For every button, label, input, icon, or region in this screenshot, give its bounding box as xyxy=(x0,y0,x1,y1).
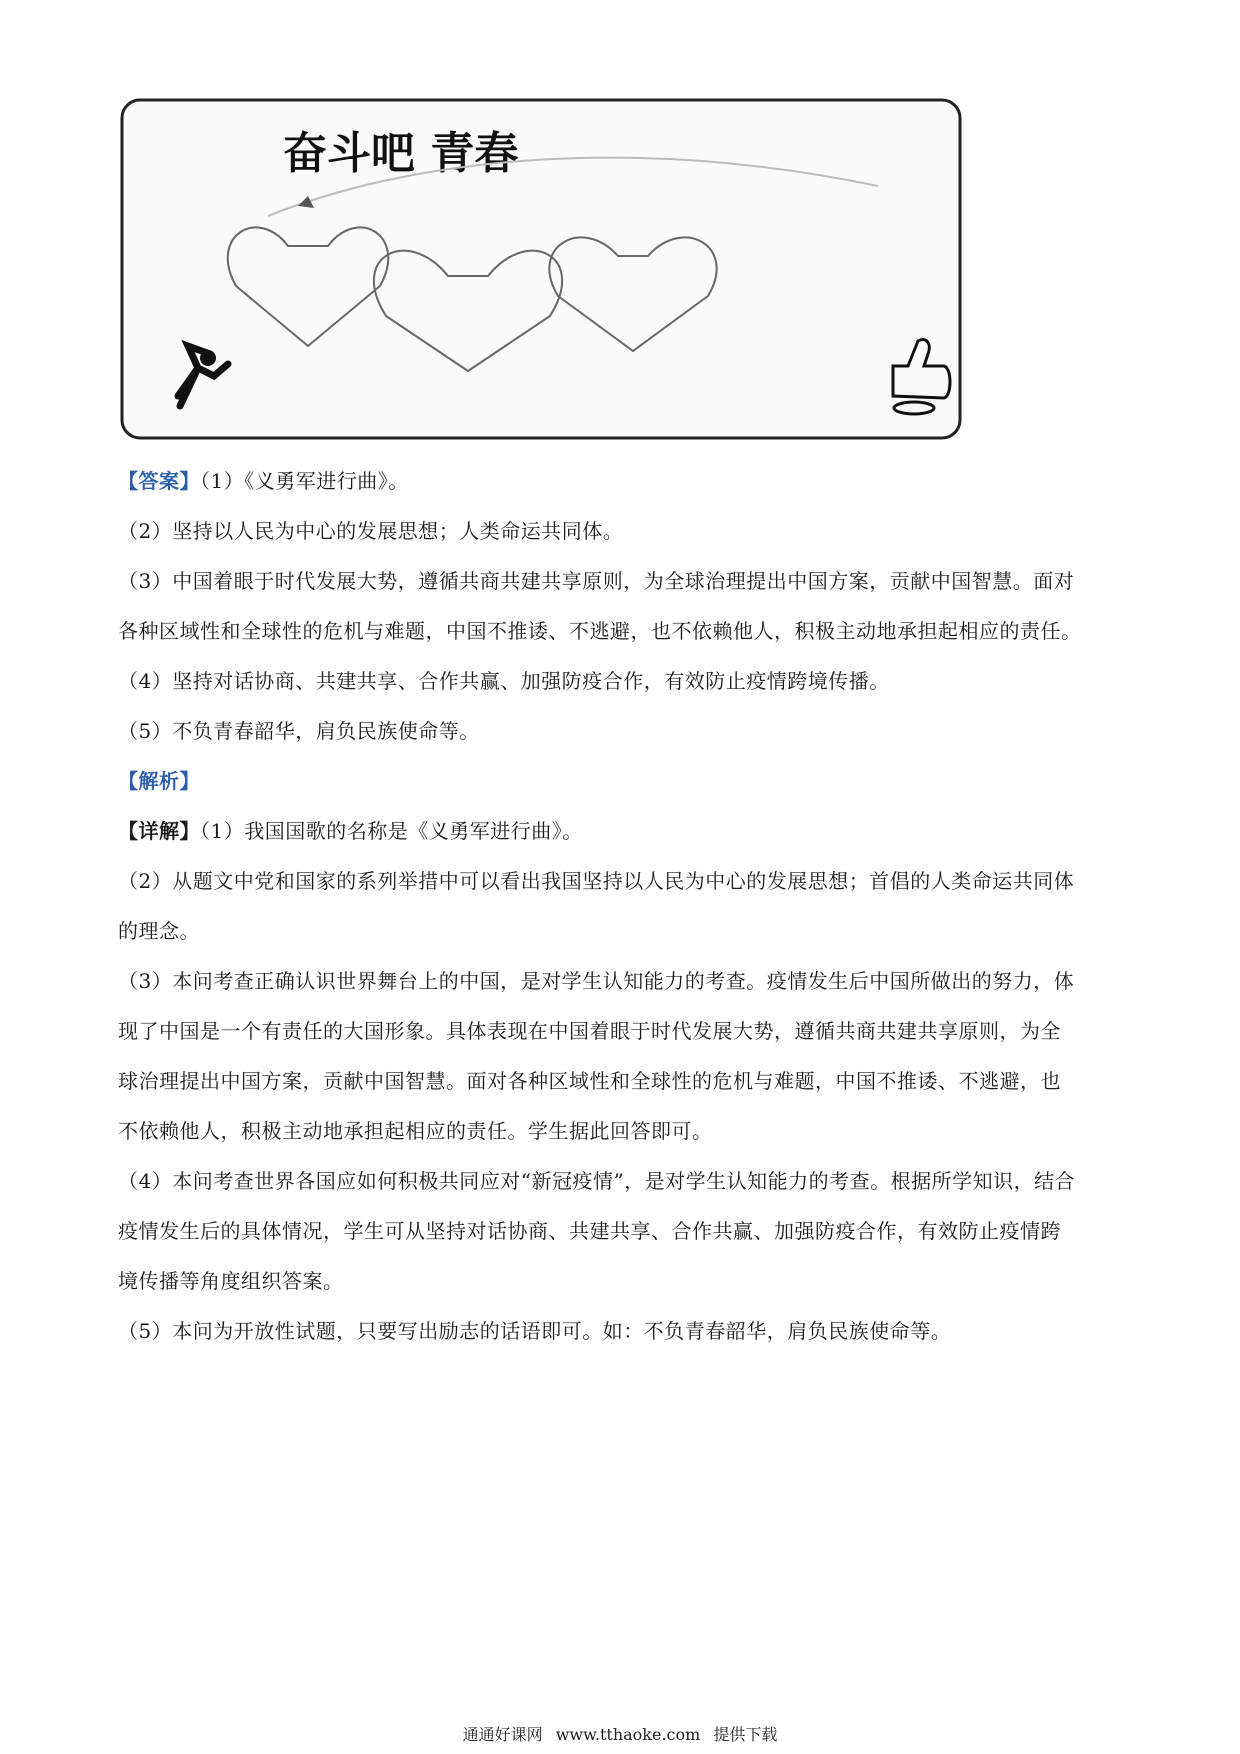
answer-line-4: 各种区域性和全球性的危机与难题，中国不推诿、不逃避，也不依赖他人，积极主动地承担起相应的责任。 xyxy=(118,619,1082,643)
answer-line-2: （2）坚持以人民为中心的发展思想；人类命运共同体。 xyxy=(118,519,624,543)
poster-image xyxy=(118,96,964,444)
detail-line-3: 的理念。 xyxy=(118,919,200,943)
footer-url[interactable]: www.tthaoke.com xyxy=(555,1725,701,1744)
detail-line-11: （5）本问为开放性试题，只要写出励志的话语即可。如：不负青春韶华，肩负民族使命等。 xyxy=(118,1319,952,1343)
detail-line-9: 疫情发生后的具体情况，学生可从坚持对话协商、共建共享、合作共赢、加强防疫合作，有效防止疫情跨 xyxy=(118,1219,1061,1243)
detail-line-1: 【详解】（1）我国国歌的名称是《义勇军进行曲》。 xyxy=(118,819,583,843)
detail-line-4: （3）本问考查正确认识世界舞台上的中国，是对学生认知能力的考查。疫情发生后中国所做出的努力，体 xyxy=(118,969,1075,993)
detail-label: 【详解】 xyxy=(118,819,200,843)
footer-site-name: 通通好课网 xyxy=(462,1725,543,1744)
answer-line-1: 【答案】（1）《义勇军进行曲》。 xyxy=(118,469,409,493)
page-footer xyxy=(0,1722,1240,1745)
answer-label: 【答案】 xyxy=(118,469,200,493)
answer-content xyxy=(118,456,1128,1356)
detail-line-2: （2）从题文中党和国家的系列举措中可以看出我国坚持以人民为中心的发展思想；首倡的人类命运共同体 xyxy=(118,869,1075,893)
answer-line-6: （5）不负青春韶华，肩负民族使命等。 xyxy=(118,719,480,743)
analysis-label-line xyxy=(118,756,1128,806)
detail-line-8: （4）本问考查世界各国应如何积极共同应对“新冠疫情”，是对学生认知能力的考查。根据所学知识，结合 xyxy=(118,1169,1076,1193)
answer-line-5: （4）坚持对话协商、共建共享、合作共赢、加强防疫合作，有效防止疫情跨境传播。 xyxy=(118,669,890,693)
detail-line-7: 不依赖他人，积极主动地承担起相应的责任。学生据此回答即可。 xyxy=(118,1119,713,1143)
poster-title: 奋斗吧 青春 xyxy=(283,128,519,179)
detail-line-6: 球治理提出中国方案，贡献中国智慧。面对各种区域性和全球性的危机与难题，中国不推诿、不逃避，也 xyxy=(118,1069,1061,1093)
footer-suffix: 提供下载 xyxy=(713,1725,778,1744)
analysis-label: 【解析】 xyxy=(118,769,200,793)
detail-line-5: 现了中国是一个有责任的大国形象。具体表现在中国着眼于时代发展大势，遵循共商共建共享原则，为全 xyxy=(118,1019,1061,1043)
detail-line-10: 境传播等角度组织答案。 xyxy=(118,1269,344,1293)
answer-line-3: （3）中国着眼于时代发展大势，遵循共商共建共享原则，为全球治理提出中国方案，贡献中国智慧。面对 xyxy=(118,569,1075,593)
